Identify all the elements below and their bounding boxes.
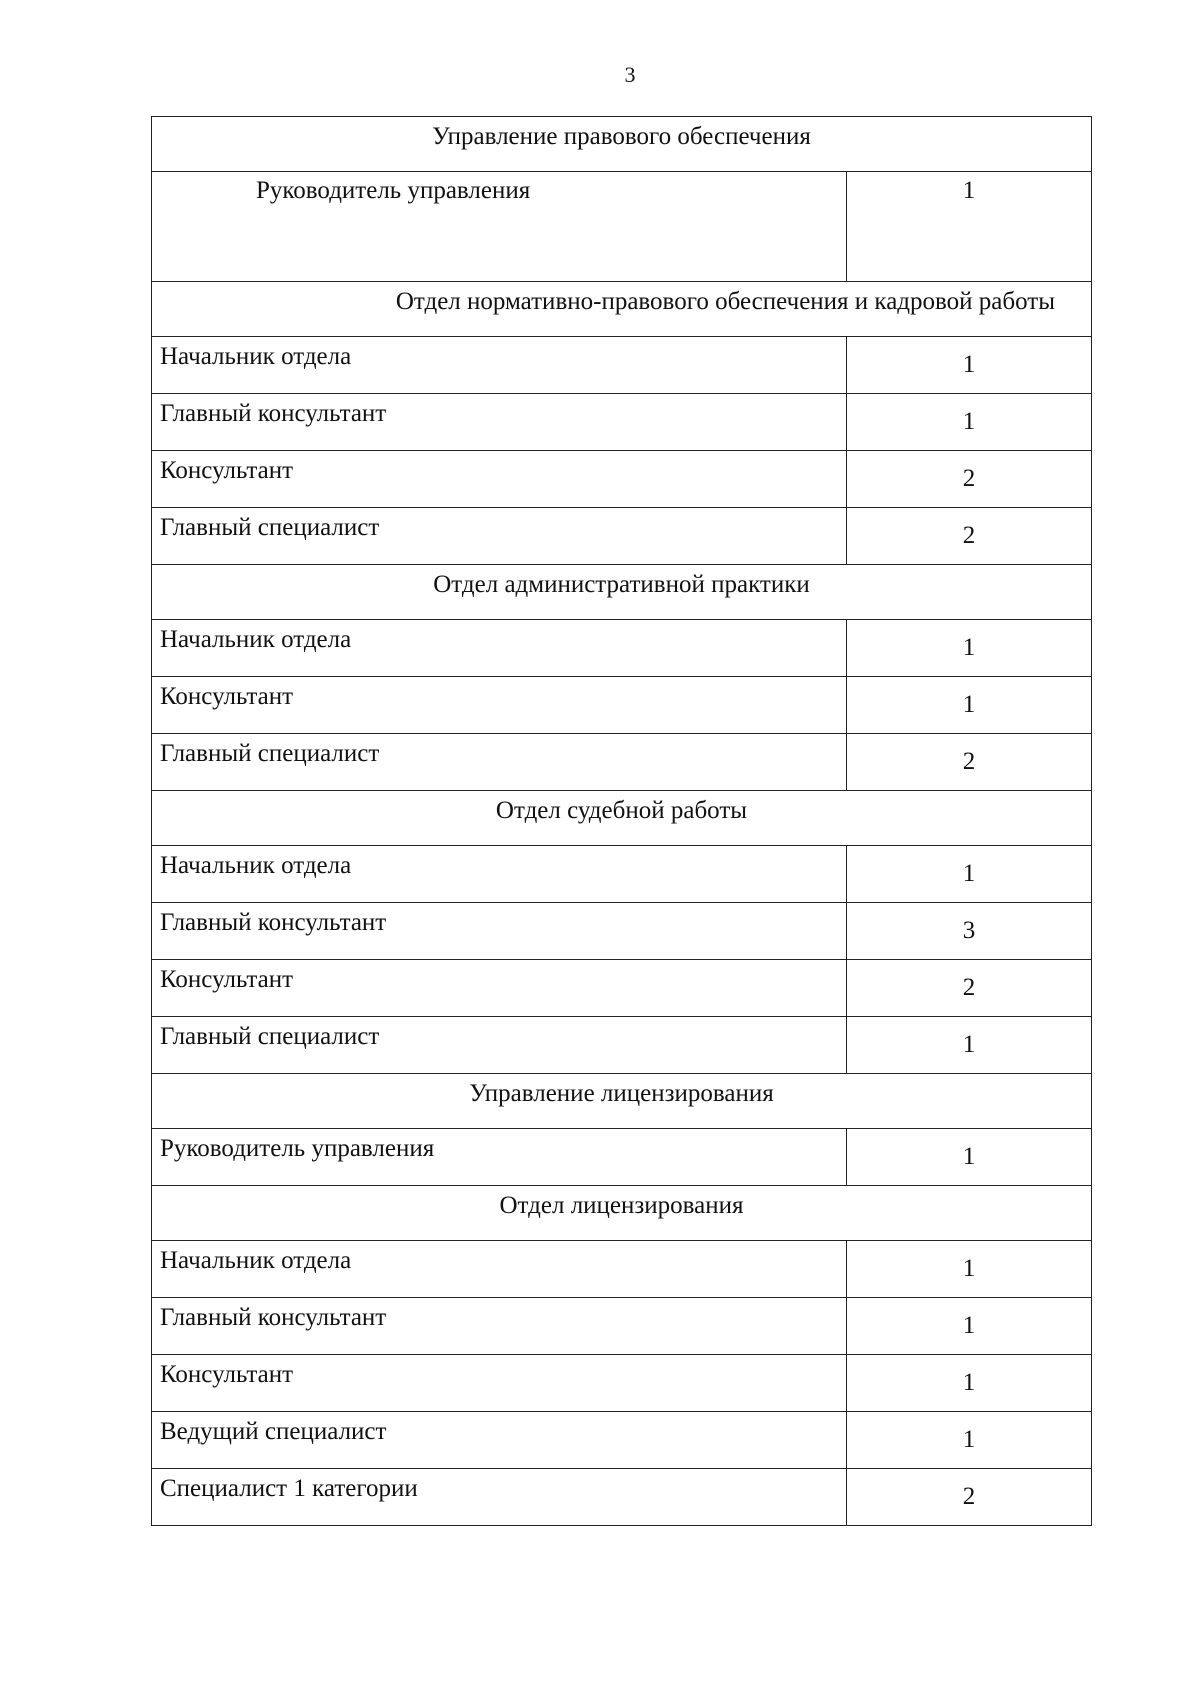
count-cell: 1	[847, 1017, 1092, 1074]
table-row	[152, 734, 1092, 791]
position-cell: Главный консультант	[152, 394, 847, 451]
position-cell: Руководитель управления	[152, 172, 847, 282]
table-row	[152, 1298, 1092, 1355]
table-row	[152, 1241, 1092, 1298]
count-cell: 1	[847, 337, 1092, 394]
table-row	[152, 1469, 1092, 1526]
count-cell: 3	[847, 903, 1092, 960]
count-cell: 2	[847, 508, 1092, 565]
section-title: Управление лицензирования	[152, 1074, 1092, 1129]
table-row	[152, 394, 1092, 451]
count-cell: 1	[847, 846, 1092, 903]
position-cell: Консультант	[152, 1355, 847, 1412]
count-cell: 1	[847, 1298, 1092, 1355]
table-row	[152, 677, 1092, 734]
count-cell: 2	[847, 734, 1092, 791]
count-cell: 2	[847, 960, 1092, 1017]
count-cell: 2	[847, 451, 1092, 508]
position-cell: Главный консультант	[152, 903, 847, 960]
table-row	[152, 1017, 1092, 1074]
position-cell: Консультант	[152, 451, 847, 508]
section-title: Отдел судебной работы	[152, 791, 1092, 846]
section-header-row	[152, 565, 1092, 620]
position-cell: Консультант	[152, 677, 847, 734]
section-title: Отдел нормативно-правового обеспечения и кадровой работы	[152, 282, 1092, 337]
table-row	[152, 1355, 1092, 1412]
section-header-row	[152, 791, 1092, 846]
position-cell: Главный консультант	[152, 1298, 847, 1355]
position-cell: Начальник отдела	[152, 620, 847, 677]
table-row	[152, 620, 1092, 677]
table-row	[152, 451, 1092, 508]
section-title: Отдел лицензирования	[152, 1186, 1092, 1241]
table-row	[152, 508, 1092, 565]
table-row	[152, 903, 1092, 960]
position-cell: Специалист 1 категории	[152, 1469, 847, 1526]
table-row	[152, 960, 1092, 1017]
section-header-row	[152, 282, 1092, 337]
position-cell: Консультант	[152, 960, 847, 1017]
position-cell: Ведущий специалист	[152, 1412, 847, 1469]
position-cell: Начальник отдела	[152, 337, 847, 394]
position-cell: Начальник отдела	[152, 1241, 847, 1298]
staffing-table	[151, 116, 1092, 1526]
count-cell: 1	[847, 677, 1092, 734]
position-cell: Начальник отдела	[152, 846, 847, 903]
section-title: Управление правового обеспечения	[152, 117, 1092, 172]
position-cell: Руководитель управления	[152, 1129, 847, 1186]
table-row	[152, 1412, 1092, 1469]
table-row	[152, 846, 1092, 903]
section-header-row	[152, 1186, 1092, 1241]
count-cell: 2	[847, 1469, 1092, 1526]
table-row	[152, 1129, 1092, 1186]
count-cell: 1	[847, 1412, 1092, 1469]
count-cell: 1	[847, 1129, 1092, 1186]
table-row	[152, 337, 1092, 394]
section-header-row	[152, 117, 1092, 172]
count-cell: 1	[847, 394, 1092, 451]
staffing-table-body	[152, 117, 1092, 1526]
section-header-row	[152, 1074, 1092, 1129]
position-cell: Главный специалист	[152, 1017, 847, 1074]
position-cell: Главный специалист	[152, 734, 847, 791]
count-cell: 1	[847, 1355, 1092, 1412]
page-number: 3	[624, 62, 636, 87]
count-cell: 1	[847, 172, 1092, 282]
section-title: Отдел административной практики	[152, 565, 1092, 620]
table-row	[152, 172, 1092, 282]
count-cell: 1	[847, 1241, 1092, 1298]
count-cell: 1	[847, 620, 1092, 677]
position-cell: Главный специалист	[152, 508, 847, 565]
